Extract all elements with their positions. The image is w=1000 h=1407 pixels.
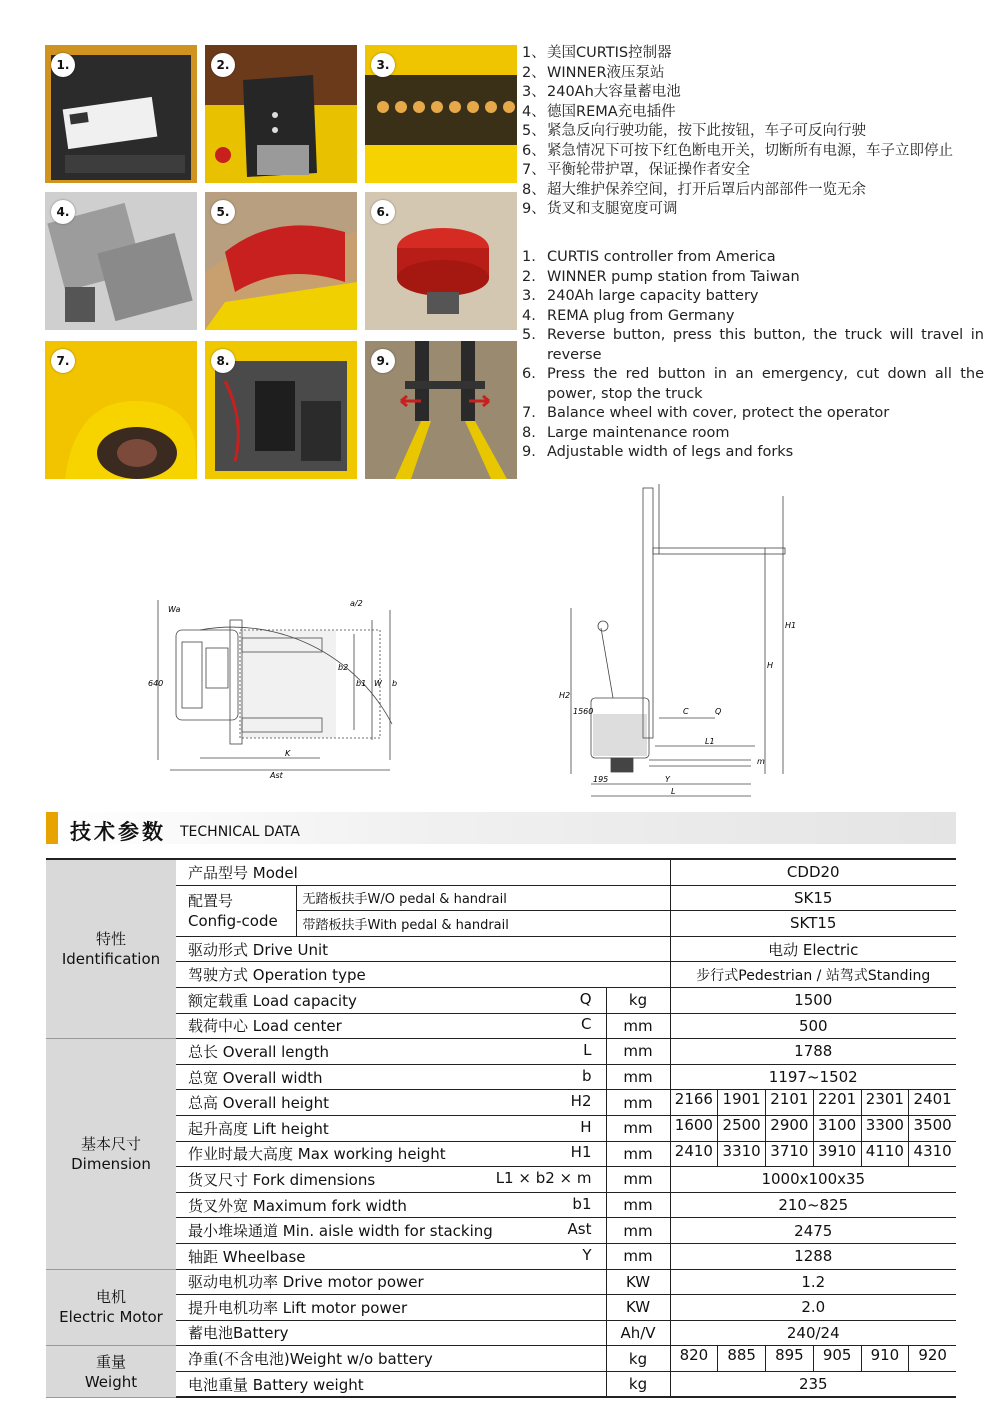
value-width: 1197~1502 — [670, 1064, 956, 1090]
value-wheelbase: 1288 — [670, 1243, 956, 1269]
label-battery-weight: 电池重量 Battery weight — [176, 1371, 606, 1397]
table-row-operation — [46, 962, 956, 988]
feature-item: 5. Reverse button, press this button, the truck will travel in reverse — [522, 327, 984, 363]
feature-item: 7. Balance wheel with cover, protect the operator — [522, 405, 890, 421]
label-config-wo: 无踏板扶手W/O pedal & handrail — [296, 885, 670, 911]
dim-label-k: K — [285, 749, 291, 758]
table-row-load — [46, 987, 956, 1013]
photo-emergency-button — [365, 192, 517, 330]
value-battery-weight: 235 — [670, 1371, 956, 1397]
value-model: CDD20 — [670, 859, 956, 885]
value-drive-motor: 1.2 — [670, 1269, 956, 1295]
table-row-aisle — [46, 1218, 956, 1244]
technical-data-table — [46, 858, 956, 1398]
label-operation: 驾驶方式 Operation type — [176, 962, 670, 988]
feature-item: 1、 美国CURTIS控制器 — [522, 45, 672, 61]
photo-number: 5. — [211, 200, 235, 224]
section-title-en: TECHNICAL DATA — [180, 824, 300, 840]
table-row-model — [46, 859, 956, 885]
label-aisle: 最小堆垛通道 Min. aisle width for stacking Ast — [176, 1218, 606, 1244]
dim-label-h: H — [767, 661, 774, 670]
feature-item: 3、 240Ah大容量蓄电池 — [522, 84, 681, 100]
category-dimension: 基本尺寸 Dimension — [46, 1039, 176, 1269]
dim-label-l: L — [671, 787, 676, 796]
value-load: 1500 — [670, 987, 956, 1013]
unit-lift: mm — [606, 1115, 670, 1141]
values-max-height: 2410 3310 3710 3910 4110 4310 — [670, 1141, 956, 1167]
table-row-length — [46, 1039, 956, 1065]
dim-label-h1: H1 — [785, 621, 797, 630]
unit-max-height: mm — [606, 1141, 670, 1167]
dim-label-640: 640 — [148, 679, 164, 688]
category-weight: 重量 Weight — [46, 1346, 176, 1398]
unit-battery: Ah/V — [606, 1320, 670, 1346]
value-config-wo: SK15 — [670, 885, 956, 911]
category-electric-motor: 电机 Electric Motor — [46, 1269, 176, 1346]
photo-curtis-controller — [45, 45, 197, 183]
values-weight: 820 885 895 905 910 920 — [670, 1346, 956, 1372]
value-lift-motor: 2.0 — [670, 1295, 956, 1321]
table-row-lift-motor — [46, 1295, 956, 1321]
values-lift: 1600 2500 2900 3100 3300 3500 — [670, 1115, 956, 1141]
unit-length: mm — [606, 1039, 670, 1065]
label-wheelbase: 轴距 Wheelbase Y — [176, 1243, 606, 1269]
photo-number: 2. — [211, 53, 235, 77]
table-row-max-height — [46, 1141, 956, 1167]
label-fork-width: 货叉外宽 Maximum fork width b1 — [176, 1192, 606, 1218]
label-center: 载荷中心 Load center C — [176, 1013, 606, 1039]
unit-fork: mm — [606, 1167, 670, 1193]
label-model: 产品型号 Model — [176, 859, 670, 885]
unit-wheelbase: mm — [606, 1243, 670, 1269]
label-weight: 净重(不含电池)Weight w/o battery — [176, 1346, 606, 1372]
feature-item: 4、 德国REMA充电插件 — [522, 103, 676, 120]
label-fork: 货叉尺寸 Fork dimensions L1 × b2 × m — [176, 1167, 606, 1193]
label-max-height: 作业时最大高度 Max working height H1 — [176, 1141, 606, 1167]
photo-rema-plug — [45, 192, 197, 330]
dim-label-h2: H2 — [559, 691, 571, 700]
feature-item: 5、 紧急反向行驶功能，按下此按钮，车子可反向行驶 — [522, 123, 866, 139]
dim-label-a2: a/2 — [350, 599, 363, 608]
table-row-fork — [46, 1167, 956, 1193]
category-identification: 特性 Identification — [46, 859, 176, 1039]
top-view-drawing — [140, 590, 410, 780]
dim-label-b: b — [392, 679, 398, 688]
unit-aisle: mm — [606, 1218, 670, 1244]
table-row-drive — [46, 936, 956, 962]
label-config-w: 带踏板扶手With pedal & handrail — [296, 911, 670, 937]
label-length: 总长 Overall length L — [176, 1039, 606, 1065]
feature-item: 6. Press the red button in an emergency, cut down all the power, stop the truck — [522, 366, 984, 402]
photo-number: 3. — [371, 53, 395, 77]
table-row-config-wo — [46, 885, 956, 911]
feature-list-chinese — [522, 44, 982, 220]
table-row-center — [46, 1013, 956, 1039]
table-row-battery-weight — [46, 1371, 956, 1397]
value-aisle: 2475 — [670, 1218, 956, 1244]
label-lift-motor: 提升电机功率 Lift motor power — [176, 1295, 606, 1321]
table-row-weight — [46, 1346, 956, 1372]
photo-reverse-button — [205, 192, 357, 330]
dim-label-c: C — [683, 707, 689, 716]
dim-label-1560: 1560 — [573, 707, 594, 716]
photo-battery — [365, 45, 517, 183]
unit-width: mm — [606, 1064, 670, 1090]
label-drive-motor: 驱动电机功率 Drive motor power — [176, 1269, 606, 1295]
table-row-lift — [46, 1115, 956, 1141]
value-drive: 电动 Electric — [670, 936, 956, 962]
photo-number: 1. — [51, 53, 75, 77]
photo-number: 7. — [51, 349, 75, 373]
dim-label-ast: Ast — [270, 771, 283, 780]
photo-number: 6. — [371, 200, 395, 224]
unit-load: kg — [606, 987, 670, 1013]
table-row-width — [46, 1064, 956, 1090]
label-width: 总宽 Overall width b — [176, 1064, 606, 1090]
side-view-drawing — [555, 478, 805, 798]
table-row-height — [46, 1090, 956, 1116]
dim-label-wa: Wa — [168, 605, 181, 614]
feature-item: 8、 超大维护保养空间，打开后罩后内部部件一览无余 — [522, 181, 866, 198]
unit-height: mm — [606, 1090, 670, 1116]
dim-label-w: W — [374, 679, 382, 688]
unit-drive-motor: KW — [606, 1269, 670, 1295]
label-drive: 驱动形式 Drive Unit — [176, 936, 670, 962]
photo-pump-station — [205, 45, 357, 183]
feature-item: 3. 240Ah large capacity battery — [522, 288, 759, 304]
label-config: 配置号 Config-code — [176, 885, 296, 936]
table-row-drive-motor — [46, 1269, 956, 1295]
dim-label-q: Q — [715, 707, 722, 716]
dim-label-l1: L1 — [705, 737, 715, 746]
values-height: 2166 1901 2101 2201 2301 2401 — [670, 1090, 956, 1116]
feature-item: 2. WINNER pump station from Taiwan — [522, 268, 800, 285]
section-title-cn: 技术参数 — [70, 820, 166, 844]
feature-list-english — [522, 248, 984, 463]
table-row-battery — [46, 1320, 956, 1346]
photo-balance-wheel — [45, 341, 197, 479]
dim-label-b1: b1 — [356, 679, 367, 688]
feature-item: 7、 平衡轮带护罩，保证操作者安全 — [522, 162, 750, 178]
value-fork: 1000x100x35 — [670, 1167, 956, 1193]
value-battery: 240/24 — [670, 1320, 956, 1346]
unit-weight: kg — [606, 1346, 670, 1372]
feature-item: 9. Adjustable width of legs and forks — [522, 444, 794, 460]
value-operation: 步行式Pedestrian / 站驾式Standing — [670, 962, 956, 988]
label-battery: 蓄电池Battery — [176, 1320, 606, 1346]
photo-adjustable-forks — [365, 341, 517, 479]
value-center: 500 — [670, 1013, 956, 1039]
dim-label-195: 195 — [593, 775, 609, 784]
feature-item: 6、 紧急情况下可按下红色断电开关，切断所有电源，车子立即停止 — [522, 142, 953, 159]
label-height: 总高 Overall height H2 — [176, 1090, 606, 1116]
photo-number: 4. — [51, 200, 75, 224]
dim-label-m: m — [757, 757, 765, 766]
unit-center: mm — [606, 1013, 670, 1039]
value-length: 1788 — [670, 1039, 956, 1065]
table-row-wheelbase — [46, 1243, 956, 1269]
feature-item: 2、 WINNER液压泵站 — [522, 64, 665, 81]
dim-label-y: Y — [665, 775, 670, 784]
feature-item: 8. Large maintenance room — [522, 424, 730, 441]
unit-battery-weight: kg — [606, 1371, 670, 1397]
feature-item: 4. REMA plug from Germany — [522, 307, 735, 324]
value-fork-width: 210~825 — [670, 1192, 956, 1218]
unit-fork-width: mm — [606, 1192, 670, 1218]
feature-item: 1. CURTIS controller from America — [522, 249, 776, 265]
label-load: 额定载重 Load capacity Q — [176, 987, 606, 1013]
feature-item: 9、 货叉和支腿宽度可调 — [522, 201, 678, 217]
section-accent — [46, 812, 58, 844]
photo-maintenance-room — [205, 341, 357, 479]
value-config-w: SKT15 — [670, 911, 956, 937]
unit-lift-motor: KW — [606, 1295, 670, 1321]
photo-number: 8. — [211, 349, 235, 373]
label-lift: 起升高度 Lift height H — [176, 1115, 606, 1141]
photo-number: 9. — [371, 349, 395, 373]
table-row-fork-width — [46, 1192, 956, 1218]
dim-label-b2: b2 — [338, 663, 349, 672]
